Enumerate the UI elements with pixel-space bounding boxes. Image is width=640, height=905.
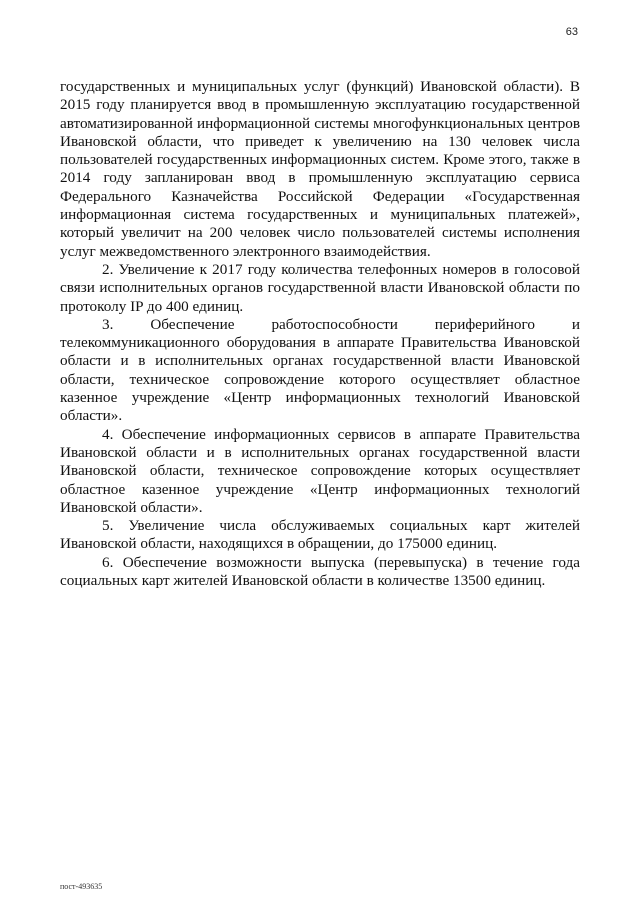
document-body — [60, 78, 580, 590]
paragraph-item-2: 2. Увеличение к 2017 году количества телефонных номеров в голосовой связи исполнительных органов государственной власти Ивановской области по протоколу IP до 400 единиц. — [60, 260, 580, 315]
paragraph-item-6: 6. Обеспечение возможности выпуска (перевыпуска) в течение года социальных карт жителей Ивановской области в количестве 13500 единиц. — [60, 553, 580, 590]
paragraph-item-4: 4. Обеспечение информационных сервисов в аппарате Правительства Ивановской области и в исполнительных органах государственной власти Ивановской области, техническое сопровождение которых осуществляет областное казенное учреждение «Центр информационных технологий Ивановской области». — [60, 425, 580, 516]
paragraph-continuation: государственных и муниципальных услуг (функций) Ивановской области). В 2015 году планируется ввод в промышленную эксплуатацию государственной автоматизированной информационной системы многофункциональных центров Ивановской области, что приведет к увеличению на 130 человек числа пользователей государственных информационных систем. Кроме этого, также в 2014 году запланирован ввод в промышленную эксплуатацию сервиса Федерального Казначейства Российской Федерации «Государственная информационная система государственных и муниципальных платежей», который увеличит на 200 человек число пользователей системы исполнения услуг межведомственного электронного взаимодействия. — [60, 78, 580, 260]
paragraph-item-3: 3. Обеспечение работоспособности периферийного и телекоммуникационного оборудования в аппарате Правительства Ивановской области и в исполнительных органах государственной власти Ивановской области, техническое сопровождение которого осуществляет областное казенное учреждение «Центр информационных технологий Ивановской области». — [60, 315, 580, 425]
document-footer-code: пост-493635 — [60, 882, 103, 891]
paragraph-item-5: 5. Увеличение числа обслуживаемых социальных карт жителей Ивановской области, находящихся в обращении, до 175000 единиц. — [60, 517, 580, 553]
page-number: 63 — [565, 26, 578, 38]
